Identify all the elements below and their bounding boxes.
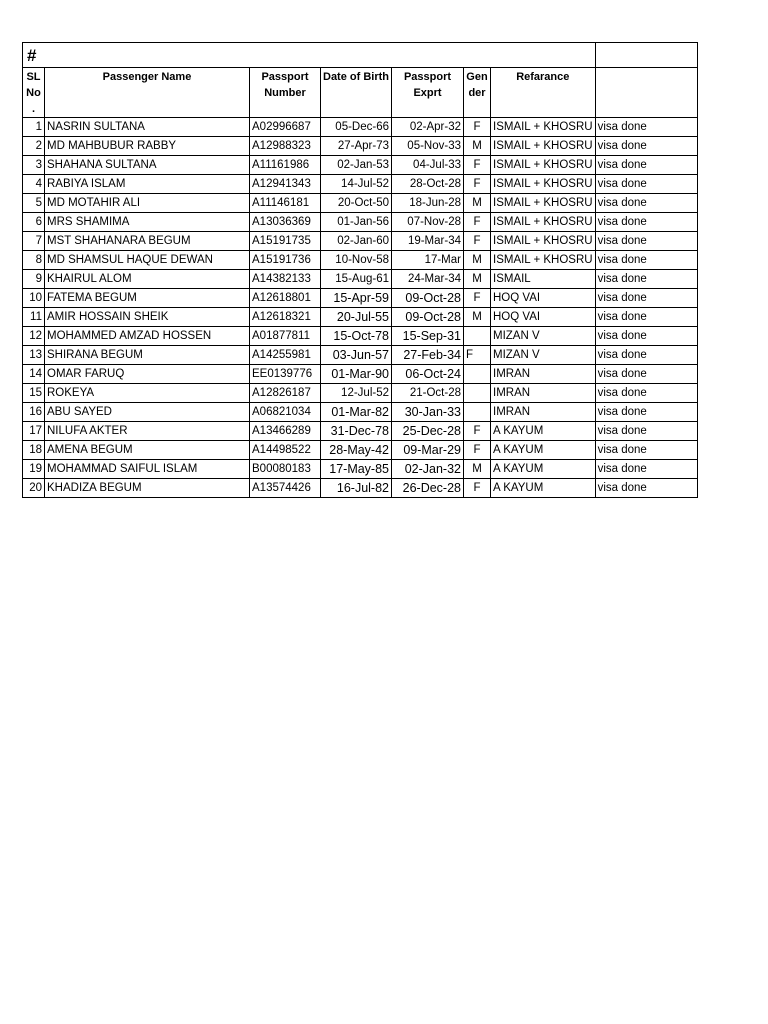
cell-status: visa done — [595, 137, 697, 156]
cell-reference: MIZAN V — [491, 327, 596, 346]
sheet-title: # — [23, 43, 596, 68]
cell-reference: ISMAIL + KHOSRU — [491, 118, 596, 137]
cell-date-of-birth: 16-Jul-82 — [321, 479, 392, 498]
cell-passenger-name: ROKEYA — [45, 384, 250, 403]
cell-gender: M — [464, 460, 491, 479]
table-row — [23, 213, 698, 232]
cell-sl: 6 — [23, 213, 45, 232]
cell-passenger-name: NASRIN SULTANA — [45, 118, 250, 137]
cell-date-of-birth: 10-Nov-58 — [321, 251, 392, 270]
table-row — [23, 270, 698, 289]
cell-reference: IMRAN — [491, 384, 596, 403]
cell-passport-expiry: 06-Oct-24 — [392, 365, 464, 384]
cell-passport-expiry: 09-Oct-28 — [392, 289, 464, 308]
cell-reference: IMRAN — [491, 365, 596, 384]
cell-status: visa done — [595, 441, 697, 460]
cell-passport-expiry: 19-Mar-34 — [392, 232, 464, 251]
cell-passport-number: A13036369 — [250, 213, 321, 232]
cell-status: visa done — [595, 194, 697, 213]
cell-gender: F — [464, 232, 491, 251]
cell-date-of-birth: 12-Jul-52 — [321, 384, 392, 403]
header-passport-expiry: Passport Exprt — [392, 68, 464, 118]
cell-passport-number: A12988323 — [250, 137, 321, 156]
table-row — [23, 441, 698, 460]
table-row — [23, 327, 698, 346]
cell-gender: M — [464, 270, 491, 289]
cell-sl: 7 — [23, 232, 45, 251]
cell-passport-number: A13466289 — [250, 422, 321, 441]
cell-passenger-name: KHAIRUL ALOM — [45, 270, 250, 289]
cell-reference: ISMAIL — [491, 270, 596, 289]
cell-passport-expiry: 07-Nov-28 — [392, 213, 464, 232]
cell-passport-number: A11161986 — [250, 156, 321, 175]
cell-date-of-birth: 02-Jan-60 — [321, 232, 392, 251]
cell-status: visa done — [595, 270, 697, 289]
cell-sl: 1 — [23, 118, 45, 137]
cell-status: visa done — [595, 175, 697, 194]
cell-reference: A KAYUM — [491, 479, 596, 498]
cell-status: visa done — [595, 327, 697, 346]
cell-passport-number: A12826187 — [250, 384, 321, 403]
table-row — [23, 384, 698, 403]
cell-date-of-birth: 01-Mar-82 — [321, 403, 392, 422]
cell-passport-number: A14498522 — [250, 441, 321, 460]
cell-reference: ISMAIL + KHOSRU — [491, 251, 596, 270]
cell-passport-number: A15191736 — [250, 251, 321, 270]
cell-passport-expiry: 17-Mar — [392, 251, 464, 270]
cell-passport-expiry: 02-Jan-32 — [392, 460, 464, 479]
cell-passport-expiry: 18-Jun-28 — [392, 194, 464, 213]
header-status — [595, 68, 697, 118]
cell-sl: 14 — [23, 365, 45, 384]
cell-gender: M — [464, 251, 491, 270]
cell-date-of-birth: 14-Jul-52 — [321, 175, 392, 194]
cell-sl: 5 — [23, 194, 45, 213]
table-row — [23, 460, 698, 479]
cell-gender: M — [464, 137, 491, 156]
table-row — [23, 479, 698, 498]
cell-status: visa done — [595, 403, 697, 422]
header-reference: Refarance — [491, 68, 596, 118]
cell-reference: ISMAIL + KHOSRU — [491, 194, 596, 213]
cell-passport-expiry: 21-Oct-28 — [392, 384, 464, 403]
cell-passenger-name: FATEMA BEGUM — [45, 289, 250, 308]
cell-status: visa done — [595, 479, 697, 498]
header-date-of-birth: Date of Birth — [321, 68, 392, 118]
cell-passport-expiry: 25-Dec-28 — [392, 422, 464, 441]
cell-gender: F — [464, 213, 491, 232]
cell-reference: A KAYUM — [491, 460, 596, 479]
cell-gender — [464, 403, 491, 422]
cell-passenger-name: MOHAMMED AMZAD HOSSEN — [45, 327, 250, 346]
cell-sl: 13 — [23, 346, 45, 365]
table-row — [23, 175, 698, 194]
cell-date-of-birth: 15-Apr-59 — [321, 289, 392, 308]
cell-date-of-birth: 20-Jul-55 — [321, 308, 392, 327]
cell-sl: 12 — [23, 327, 45, 346]
cell-passport-number: A06821034 — [250, 403, 321, 422]
cell-passenger-name: KHADIZA BEGUM — [45, 479, 250, 498]
cell-status: visa done — [595, 384, 697, 403]
cell-gender: F — [464, 156, 491, 175]
cell-gender: M — [464, 308, 491, 327]
cell-date-of-birth: 31-Dec-78 — [321, 422, 392, 441]
cell-date-of-birth: 27-Apr-73 — [321, 137, 392, 156]
table-row — [23, 289, 698, 308]
header-row — [23, 68, 698, 118]
cell-passport-number: A14255981 — [250, 346, 321, 365]
cell-passport-expiry: 28-Oct-28 — [392, 175, 464, 194]
cell-passenger-name: SHAHANA SULTANA — [45, 156, 250, 175]
cell-passenger-name: MD SHAMSUL HAQUE DEWAN — [45, 251, 250, 270]
cell-passenger-name: RABIYA ISLAM — [45, 175, 250, 194]
cell-status: visa done — [595, 346, 697, 365]
cell-passport-expiry: 05-Nov-33 — [392, 137, 464, 156]
table-row — [23, 346, 698, 365]
cell-passenger-name: ABU SAYED — [45, 403, 250, 422]
table-row — [23, 308, 698, 327]
cell-status: visa done — [595, 251, 697, 270]
cell-gender — [464, 327, 491, 346]
cell-date-of-birth: 02-Jan-53 — [321, 156, 392, 175]
cell-passport-number: A15191735 — [250, 232, 321, 251]
cell-status: visa done — [595, 232, 697, 251]
header-passport-number: Passport Number — [250, 68, 321, 118]
table-row — [23, 232, 698, 251]
cell-date-of-birth: 15-Aug-61 — [321, 270, 392, 289]
cell-reference: ISMAIL + KHOSRU — [491, 213, 596, 232]
cell-reference: ISMAIL + KHOSRU — [491, 232, 596, 251]
header-passenger-name: Passenger Name — [45, 68, 250, 118]
cell-gender: F — [464, 479, 491, 498]
cell-passport-expiry: 24-Mar-34 — [392, 270, 464, 289]
cell-passport-number: B00080183 — [250, 460, 321, 479]
cell-gender — [464, 365, 491, 384]
cell-passenger-name: OMAR FARUQ — [45, 365, 250, 384]
cell-sl: 20 — [23, 479, 45, 498]
cell-reference: ISMAIL + KHOSRU — [491, 156, 596, 175]
cell-reference: IMRAN — [491, 403, 596, 422]
cell-status: visa done — [595, 365, 697, 384]
cell-sl: 4 — [23, 175, 45, 194]
cell-date-of-birth: 01-Mar-90 — [321, 365, 392, 384]
cell-gender: F — [464, 441, 491, 460]
table-row — [23, 118, 698, 137]
cell-passenger-name: AMENA BEGUM — [45, 441, 250, 460]
cell-date-of-birth: 17-May-85 — [321, 460, 392, 479]
cell-reference: A KAYUM — [491, 441, 596, 460]
cell-passport-expiry: 30-Jan-33 — [392, 403, 464, 422]
table-row — [23, 156, 698, 175]
cell-passenger-name: MST SHAHANARA BEGUM — [45, 232, 250, 251]
cell-gender: F — [464, 346, 491, 365]
cell-passport-expiry: 26-Dec-28 — [392, 479, 464, 498]
cell-sl: 19 — [23, 460, 45, 479]
passenger-table — [22, 42, 698, 498]
cell-passport-number: A12941343 — [250, 175, 321, 194]
cell-status: visa done — [595, 422, 697, 441]
cell-status: visa done — [595, 118, 697, 137]
cell-sl: 3 — [23, 156, 45, 175]
cell-reference: HOQ VAI — [491, 289, 596, 308]
table-row — [23, 422, 698, 441]
cell-passport-number: A02996687 — [250, 118, 321, 137]
table-row — [23, 194, 698, 213]
cell-sl: 18 — [23, 441, 45, 460]
cell-passenger-name: AMIR HOSSAIN SHEIK — [45, 308, 250, 327]
table-row — [23, 137, 698, 156]
cell-sl: 11 — [23, 308, 45, 327]
cell-reference: ISMAIL + KHOSRU — [491, 175, 596, 194]
cell-sl: 16 — [23, 403, 45, 422]
cell-gender: M — [464, 194, 491, 213]
cell-status: visa done — [595, 460, 697, 479]
cell-sl: 9 — [23, 270, 45, 289]
cell-gender: F — [464, 422, 491, 441]
cell-date-of-birth: 05-Dec-66 — [321, 118, 392, 137]
cell-passenger-name: SHIRANA BEGUM — [45, 346, 250, 365]
cell-date-of-birth: 03-Jun-57 — [321, 346, 392, 365]
cell-status: visa done — [595, 289, 697, 308]
cell-passenger-name: MD MOTAHIR ALI — [45, 194, 250, 213]
cell-gender: F — [464, 118, 491, 137]
table-row — [23, 251, 698, 270]
cell-passport-number: A14382133 — [250, 270, 321, 289]
header-sl: SL No . — [23, 68, 45, 118]
cell-passport-expiry: 27-Feb-34 — [392, 346, 464, 365]
cell-passenger-name: MRS SHAMIMA — [45, 213, 250, 232]
cell-sl: 15 — [23, 384, 45, 403]
cell-passport-expiry: 09-Mar-29 — [392, 441, 464, 460]
title-row — [23, 43, 698, 68]
cell-sl: 2 — [23, 137, 45, 156]
cell-reference: ISMAIL + KHOSRU — [491, 137, 596, 156]
cell-date-of-birth: 28-May-42 — [321, 441, 392, 460]
header-gender: Gen der — [464, 68, 491, 118]
cell-reference: HOQ VAI — [491, 308, 596, 327]
cell-gender — [464, 384, 491, 403]
cell-date-of-birth: 01-Jan-56 — [321, 213, 392, 232]
cell-passport-expiry: 02-Apr-32 — [392, 118, 464, 137]
table-row — [23, 365, 698, 384]
cell-passport-expiry: 15-Sep-31 — [392, 327, 464, 346]
cell-status: visa done — [595, 308, 697, 327]
cell-gender: F — [464, 289, 491, 308]
cell-passport-expiry: 09-Oct-28 — [392, 308, 464, 327]
table-row — [23, 403, 698, 422]
cell-gender: F — [464, 175, 491, 194]
cell-sl: 8 — [23, 251, 45, 270]
cell-date-of-birth: 20-Oct-50 — [321, 194, 392, 213]
cell-sl: 17 — [23, 422, 45, 441]
cell-passport-number: A11146181 — [250, 194, 321, 213]
cell-passenger-name: NILUFA AKTER — [45, 422, 250, 441]
title-empty-cell — [595, 43, 697, 68]
cell-passport-number: EE0139776 — [250, 365, 321, 384]
cell-reference: MIZAN V — [491, 346, 596, 365]
cell-passport-number: A12618321 — [250, 308, 321, 327]
table-body — [23, 118, 698, 498]
cell-passenger-name: MOHAMMAD SAIFUL ISLAM — [45, 460, 250, 479]
cell-passport-expiry: 04-Jul-33 — [392, 156, 464, 175]
cell-status: visa done — [595, 156, 697, 175]
cell-reference: A KAYUM — [491, 422, 596, 441]
cell-date-of-birth: 15-Oct-78 — [321, 327, 392, 346]
cell-status: visa done — [595, 213, 697, 232]
cell-passport-number: A13574426 — [250, 479, 321, 498]
cell-passport-number: A01877811 — [250, 327, 321, 346]
cell-sl: 10 — [23, 289, 45, 308]
cell-passenger-name: MD MAHBUBUR RABBY — [45, 137, 250, 156]
cell-passport-number: A12618801 — [250, 289, 321, 308]
